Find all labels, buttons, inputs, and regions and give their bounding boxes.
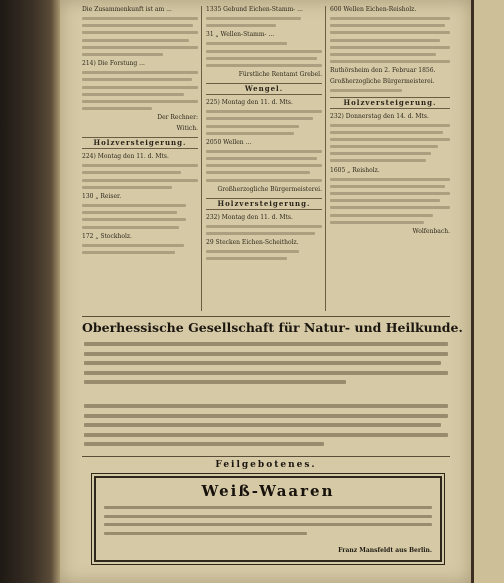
column-text-fragment: 214) Die Forstung ... bbox=[82, 60, 145, 68]
text-line-placeholder bbox=[82, 218, 186, 221]
text-line-placeholder bbox=[82, 164, 198, 167]
text-line-placeholder bbox=[104, 515, 432, 518]
text-line-placeholder bbox=[206, 225, 322, 228]
text-line-placeholder bbox=[82, 53, 163, 56]
text-line-placeholder bbox=[206, 57, 317, 60]
text-line-placeholder bbox=[330, 31, 450, 34]
text-line-placeholder bbox=[330, 124, 450, 127]
column-text-fragment: Großherzogliche Bürgermeisterei. bbox=[330, 78, 435, 86]
text-line-placeholder bbox=[206, 179, 322, 182]
text-line-placeholder bbox=[84, 361, 441, 365]
text-line-placeholder bbox=[84, 414, 448, 418]
adjacent-page-edge bbox=[471, 0, 504, 583]
column-rule bbox=[325, 6, 326, 311]
text-line-placeholder bbox=[330, 60, 450, 63]
column-text-fragment: 29 Stecken Eichen-Scheitholz. bbox=[206, 239, 299, 247]
text-line-placeholder bbox=[82, 17, 198, 20]
text-line-placeholder bbox=[330, 159, 426, 162]
column-text-fragment: 1335 Gebund Eichen-Stamm- ... bbox=[206, 6, 303, 13]
text-line-placeholder bbox=[330, 138, 450, 141]
column-1 bbox=[82, 6, 198, 312]
text-line-placeholder bbox=[330, 206, 450, 209]
text-line-placeholder bbox=[84, 404, 448, 408]
text-line-placeholder bbox=[206, 42, 287, 45]
text-line-placeholder bbox=[84, 342, 448, 346]
column-3 bbox=[330, 6, 450, 312]
text-line-placeholder bbox=[82, 251, 175, 254]
society-notice-2 bbox=[84, 404, 448, 454]
text-line-placeholder bbox=[330, 17, 450, 20]
column-text-fragment: 232) Donnerstag den 14. d. Mts. bbox=[330, 112, 429, 120]
section-heading: Holzversteigerung. bbox=[82, 137, 198, 149]
text-line-placeholder bbox=[84, 442, 324, 446]
text-line-placeholder bbox=[206, 232, 315, 235]
text-line-placeholder bbox=[82, 71, 198, 74]
column-2 bbox=[206, 6, 322, 312]
column-text-fragment: 225) Montag den 11. d. Mts. bbox=[206, 99, 293, 107]
text-line-placeholder bbox=[84, 433, 448, 437]
text-line-placeholder bbox=[330, 192, 450, 195]
text-line-placeholder bbox=[330, 178, 450, 181]
text-line-placeholder bbox=[330, 185, 445, 188]
text-line-placeholder bbox=[330, 131, 443, 134]
column-text-fragment: 2050 Wellen ... bbox=[206, 138, 252, 146]
text-line-placeholder bbox=[206, 117, 313, 120]
column-text-fragment: 172 „ Stockholz. bbox=[82, 232, 132, 240]
column-text-fragment: Ruthörsheim den 2. Februar 1856. bbox=[330, 67, 436, 75]
section-heading: Holzversteigerung. bbox=[206, 198, 322, 210]
column-text-fragment: Witich. bbox=[176, 125, 198, 133]
section-heading: Holzversteigerung. bbox=[330, 97, 450, 109]
column-text-fragment: 600 Wellen Eichen-Reisholz. bbox=[330, 6, 417, 13]
text-line-placeholder bbox=[82, 107, 152, 110]
text-line-placeholder bbox=[82, 46, 198, 49]
advertisement-title: Weiß-Waaren bbox=[201, 482, 335, 500]
text-line-placeholder bbox=[206, 250, 299, 253]
text-line-placeholder bbox=[206, 125, 299, 128]
text-line-placeholder bbox=[82, 100, 198, 103]
column-text-fragment: 31 „ Wellen-Stamm- ... bbox=[206, 31, 275, 39]
text-line-placeholder bbox=[82, 171, 181, 174]
column-text-fragment: 130 „ Reiser. bbox=[82, 193, 122, 200]
text-line-placeholder bbox=[104, 506, 432, 509]
text-line-placeholder bbox=[330, 89, 402, 92]
society-banner: Oberhessische Gesellschaft für Natur- und Heilkunde. bbox=[82, 320, 463, 335]
text-line-placeholder bbox=[206, 50, 322, 53]
banner-rule bbox=[82, 316, 450, 317]
column-text-fragment: Wolfenbach. bbox=[412, 227, 450, 235]
text-line-placeholder bbox=[82, 244, 184, 247]
text-line-placeholder bbox=[206, 24, 276, 27]
text-line-placeholder bbox=[104, 532, 307, 535]
column-text-fragment: 224) Montag den 11. d. Mts. bbox=[82, 153, 169, 161]
text-line-placeholder bbox=[206, 64, 322, 67]
text-line-placeholder bbox=[206, 110, 322, 113]
text-line-placeholder bbox=[330, 199, 440, 202]
text-line-placeholder bbox=[330, 53, 436, 56]
text-line-placeholder bbox=[82, 39, 189, 42]
text-line-placeholder bbox=[82, 179, 198, 182]
section-rule bbox=[82, 456, 450, 457]
text-line-placeholder bbox=[330, 46, 450, 49]
section-heading: Wengel. bbox=[206, 83, 322, 95]
text-line-placeholder bbox=[82, 78, 192, 81]
text-line-placeholder bbox=[330, 24, 445, 27]
text-line-placeholder bbox=[206, 257, 287, 260]
text-line-placeholder bbox=[82, 31, 198, 34]
text-line-placeholder bbox=[84, 371, 448, 375]
text-line-placeholder bbox=[82, 186, 172, 189]
text-line-placeholder bbox=[330, 152, 431, 155]
column-text-fragment: Fürstliche Rentamt Grebel. bbox=[238, 71, 322, 79]
text-line-placeholder bbox=[330, 39, 440, 42]
text-line-placeholder bbox=[84, 352, 448, 356]
text-line-placeholder bbox=[82, 86, 198, 89]
text-line-placeholder bbox=[206, 171, 310, 174]
text-line-placeholder bbox=[104, 523, 432, 526]
column-text-fragment: 1605 „ Reisholz. bbox=[330, 166, 380, 174]
column-text-fragment: 232) Montag den 11. d. Mts. bbox=[206, 213, 293, 221]
advertisement-box bbox=[94, 476, 442, 562]
society-notice-1 bbox=[84, 342, 448, 398]
column-rule bbox=[201, 6, 202, 311]
newspaper-page bbox=[60, 0, 471, 583]
text-line-placeholder bbox=[84, 380, 346, 384]
text-line-placeholder bbox=[82, 226, 179, 229]
text-line-placeholder bbox=[82, 24, 193, 27]
text-line-placeholder bbox=[206, 157, 317, 160]
text-line-placeholder bbox=[82, 93, 184, 96]
text-line-placeholder bbox=[206, 17, 301, 20]
text-line-placeholder bbox=[82, 211, 177, 214]
advertisement-signature: Franz Mansfeldt aus Berlin. bbox=[338, 547, 432, 554]
text-line-placeholder bbox=[206, 132, 294, 135]
column-text-fragment: Der Rechner: bbox=[157, 114, 198, 122]
section-title-feilgebotenes: Feilgebotenes. bbox=[215, 460, 317, 470]
text-line-placeholder bbox=[330, 145, 438, 148]
column-text-fragment: Die Zusammenkunft ist am ... bbox=[82, 6, 172, 13]
text-line-placeholder bbox=[330, 221, 424, 224]
text-line-placeholder bbox=[84, 423, 441, 427]
book-gutter bbox=[0, 0, 60, 583]
column-text-fragment: Großherzogliche Bürgermeisterei. bbox=[217, 185, 322, 193]
text-line-placeholder bbox=[206, 164, 322, 167]
text-line-placeholder bbox=[330, 214, 433, 217]
text-line-placeholder bbox=[206, 150, 322, 153]
text-line-placeholder bbox=[82, 204, 186, 207]
